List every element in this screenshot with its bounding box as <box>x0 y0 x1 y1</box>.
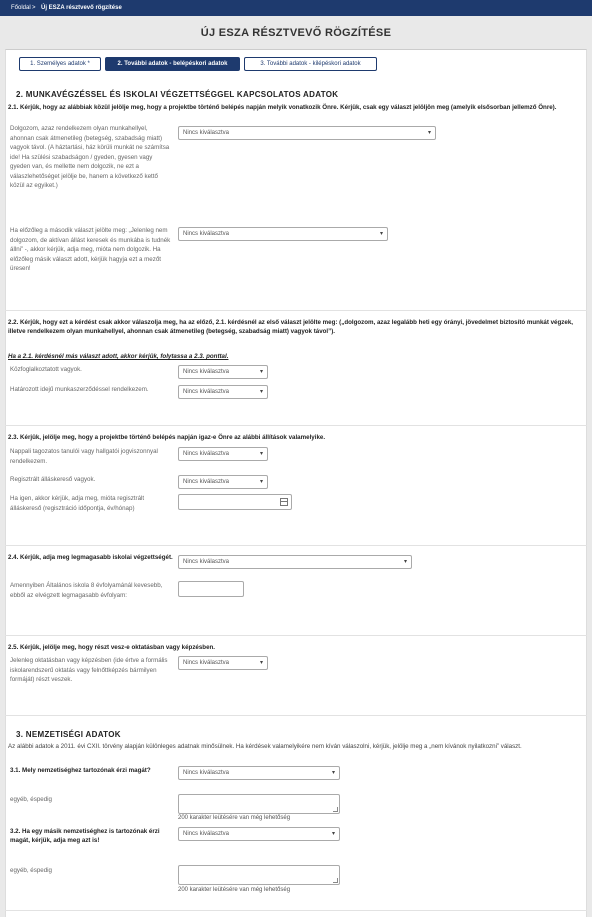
resize-handle-icon[interactable] <box>333 878 338 883</box>
question-2-3: 2.3. Kérjük, jelölje meg, hogy a projektbe történő belépés napján igaz-e Önre az alábbi állítások valamelyike. <box>8 434 326 441</box>
divider <box>5 635 587 636</box>
question-2-5: 2.5. Kérjük, jelölje meg, hogy részt vesz-e oktatásban vagy képzésben. <box>8 644 216 651</box>
q24-label-grade: Amennyiben Általános iskola 8 évfolyamánál kevesebb, ebből az elvégzett legmagasabb évfolyam: <box>10 582 163 599</box>
section-3-title: 3. NEMZETISÉGI ADATOK <box>16 730 121 739</box>
chevron-down-icon: ▾ <box>259 451 263 457</box>
q23-select-jobseeker[interactable] <box>178 475 268 489</box>
select-value: Nincs kiválasztva <box>183 479 230 485</box>
q25-select-training[interactable] <box>178 656 268 670</box>
q22-select-fixed-term[interactable] <box>178 385 268 399</box>
q25-label-training: Jelenleg oktatásban vagy képzésben (ide értve a formális iskolarendszerű oktatás vagy felnőttképzés bármilyen formáját) részt veszek. <box>10 657 168 683</box>
breadcrumb-separator: > <box>32 5 36 11</box>
section-3-intro: Az alábbi adatok a 2011. évi CXII. törvény alapján különleges adatnak minősülnek. Ha kérdések valamelyikére nem kíván válaszolni, kérjük, jelölje meg a „nem kívánok nyilatkozni” választ. <box>8 743 522 750</box>
chevron-down-icon: ▾ <box>403 559 407 565</box>
tab-exit-data[interactable]: 3. További adatok - kilépéskori adatok <box>244 57 377 71</box>
question-2-4: 2.4. Kérjük, adja meg legmagasabb iskolai végzettségét. <box>8 554 173 561</box>
chevron-down-icon: ▾ <box>331 831 335 837</box>
select-value: Nincs kiválasztva <box>183 831 230 837</box>
q22-label-public-work: Közfoglalkoztatott vagyok. <box>10 366 82 373</box>
q23-label-jobseeker: Regisztrált álláskereső vagyok. <box>10 476 96 483</box>
q21-select-unemployed-since[interactable] <box>178 227 388 241</box>
breadcrumb-home[interactable]: Főoldal <box>11 5 31 11</box>
q21-select-employed[interactable] <box>178 126 436 140</box>
q22-select-public-work[interactable] <box>178 365 268 379</box>
section-2-title: 2. MUNKAVÉGZÉSSEL ÉS ISKOLAI VÉGZETTSÉGGEL KAPCSOLATOS ADATOK <box>16 90 339 99</box>
question-3-2: 3.2. Ha egy másik nemzetiséghez is tartozónak érzi magát, kérjük, adja meg azt is! <box>10 828 160 844</box>
select-value: Nincs kiválasztva <box>183 451 230 457</box>
divider <box>5 425 587 426</box>
question-3-1: 3.1. Mely nemzetiséghez tartozónak érzi magát? <box>10 767 151 774</box>
divider <box>5 545 587 546</box>
q32-label-other: egyéb, éspedig <box>10 867 52 874</box>
select-value: Nincs kiválasztva <box>183 130 230 136</box>
chevron-down-icon: ▾ <box>259 389 263 395</box>
top-bar <box>0 0 592 16</box>
select-value: Nincs kiválasztva <box>183 660 230 666</box>
breadcrumb-current: Új ESZA résztvevő rögzítése <box>41 5 122 11</box>
resize-handle-icon[interactable] <box>333 807 338 812</box>
q31-label-other: egyéb, éspedig <box>10 796 52 803</box>
q21-label-employed: Dolgozom, azaz rendelkezem olyan munkahellyel, ahonnan csak átmenetileg (betegség, szabadság miatt) vagyok távol. (A háztartási, ház körüli munkát ne számítsa ide! Ha szülési szabadságon / gyeden, gyesen vagy gyeden van, és mellette nem dolgozik, ne ezt a válaszlehetőséget jelölje be, hanem a következő kettő közül az egyiket.) <box>10 125 170 189</box>
q24-grade-input[interactable] <box>178 581 244 597</box>
chevron-down-icon: ▾ <box>331 770 335 776</box>
q21-label-unemployed-since: Ha előzőleg a második választ jelölte meg: „Jelenleg nem dolgozom, de aktívan állást keresek és munkába is tudnék állni” -, akkor kérjük, adja meg, mióta nem dolgozik. Ha előzőleg másik választ adott, kérjük hagyja ezt a mezőt üresen! <box>10 227 171 272</box>
chevron-down-icon: ▾ <box>259 660 263 666</box>
divider <box>5 715 587 716</box>
divider <box>5 910 587 911</box>
q31-select-nationality[interactable] <box>178 766 340 780</box>
chevron-down-icon: ▾ <box>259 479 263 485</box>
divider <box>5 310 587 311</box>
q23-select-student[interactable] <box>178 447 268 461</box>
q24-select-education[interactable] <box>178 555 412 569</box>
q23-label-registered-since: Ha igen, akkor kérjük, adja meg, mióta regisztrált álláskereső (regisztráció időpontja, év/hónap) <box>10 495 145 512</box>
tab-entry-data[interactable]: 2. További adatok - belépéskori adatok <box>105 57 240 71</box>
q32-char-counter: 200 karakter leütésére van még lehetőség <box>178 887 291 893</box>
q31-char-counter: 200 karakter leütésére van még lehetőség <box>178 815 291 821</box>
question-2-2: 2.2. Kérjük, hogy ezt a kérdést csak akkor válaszolja meg, ha az előző, 2.1. kérdésnél az első választ jelölte meg: („dolgozom, azaz legalább heti egy órányi, jövedelmet biztosító munkát végzek, illetve rendelkezem olyan munkahellyel, ahonnan csak átmenetileg (betegség, szabadság miatt) vagyok távol”). <box>8 319 573 335</box>
select-value: Nincs kiválasztva <box>183 770 230 776</box>
question-2-2-note: Ha a 2.1. kérdésnél más választ adott, akkor kérjük, folytassa a 2.3. ponttal. <box>8 353 229 360</box>
chevron-down-icon: ▾ <box>379 231 383 237</box>
q31-other-textarea[interactable] <box>178 794 340 814</box>
q23-registered-date-input[interactable] <box>178 494 292 510</box>
select-value: Nincs kiválasztva <box>183 389 230 395</box>
chevron-down-icon: ▾ <box>427 130 431 136</box>
q23-label-student: Nappali tagozatos tanulói vagy hallgatói jogviszonnyal rendelkezem. <box>10 448 158 465</box>
q32-other-textarea[interactable] <box>178 865 340 885</box>
calendar-icon[interactable] <box>280 498 288 506</box>
tab-personal-data[interactable]: 1. Személyes adatok * <box>19 57 101 71</box>
q22-label-fixed-term: Határozott idejű munkaszerződéssel rendelkezem. <box>10 386 149 393</box>
select-value: Nincs kiválasztva <box>183 369 230 375</box>
select-value: Nincs kiválasztva <box>183 231 230 237</box>
question-2-1: 2.1. Kérjük, hogy az alábbiak közül jelölje meg, hogy a projektbe történő belépés napján melyik vonatkozik Önre. Kérjük, csak egy választ jelöljön meg (amelyik elsősorban jellemző Önre). <box>8 104 557 111</box>
select-value: Nincs kiválasztva <box>183 559 230 565</box>
chevron-down-icon: ▾ <box>259 369 263 375</box>
page-title: ÚJ ESZA RÉSZTVEVŐ RÖGZÍTÉSE <box>200 27 392 39</box>
q32-select-nationality[interactable] <box>178 827 340 841</box>
